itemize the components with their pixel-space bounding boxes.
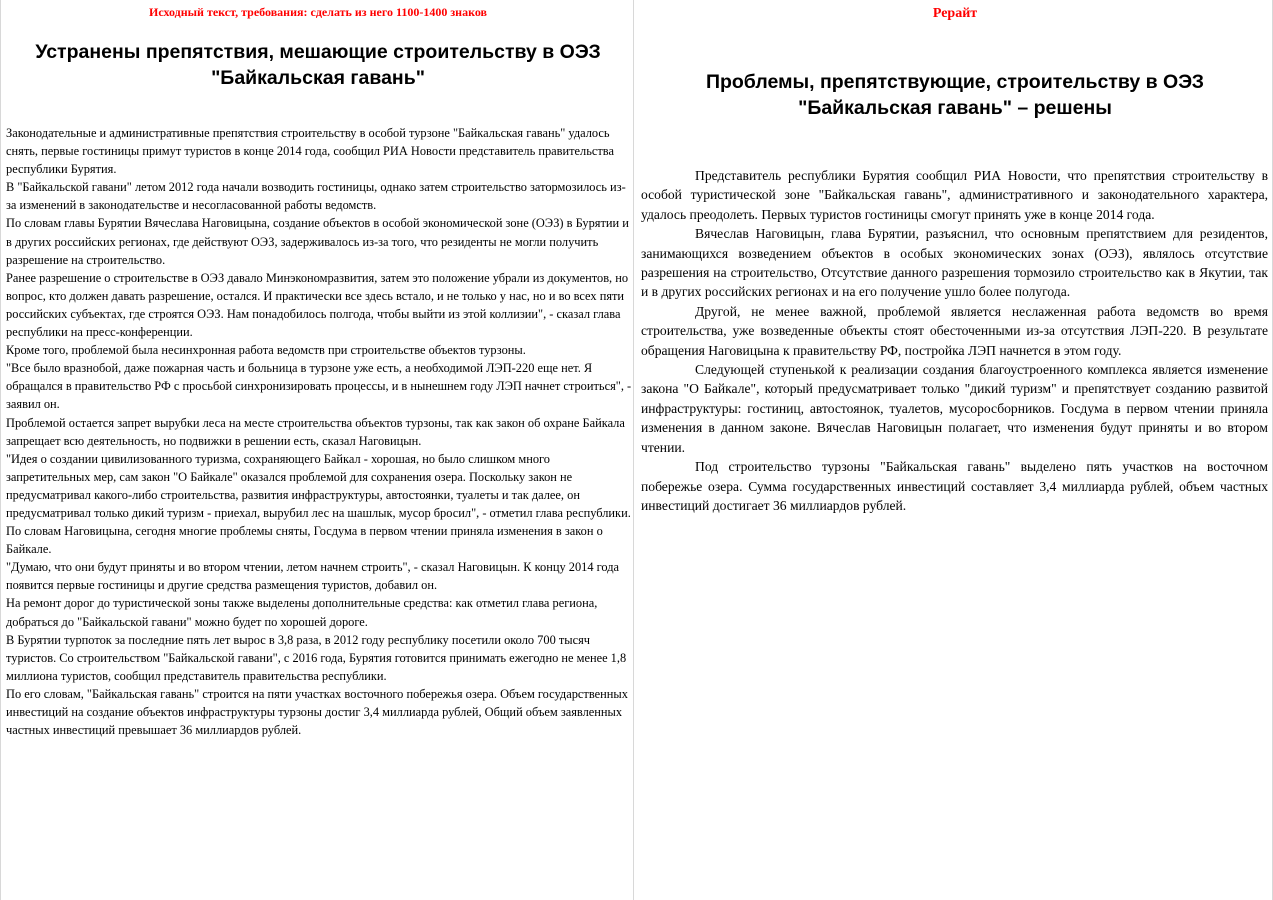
original-paragraph: В Бурятии турпоток за последние пять лет вырос в 3,8 раза, в 2012 году республику посетили около 700 тысяч туристов. Со строительством "Байкальской гавани", с 2016 года, Бурятия готовится принимать ежегодно не менее 1,8 миллиона туристов, сообщил представитель правительства республики.: [6, 632, 627, 683]
original-paragraph: В "Байкальской гавани" летом 2012 года начали возводить гостиницы, однако затем строительство затормозилось из-за изменений в законодательстве и несогласованной работы ведомств.: [6, 180, 626, 213]
original-paragraph: Кроме того, проблемой была несинхронная работа ведомств при строительстве объектов турзоны.: [6, 343, 526, 358]
original-paragraph: Ранее разрешение о строительстве в ОЭЗ давало Минэкономразвития, затем это положение убрали из документов, но вопрос, кто должен давать разрешение, остался. И практически все здесь встало, и не только у нас, но и во всех пяти российских субъектах, где строятся ОЭЗ. Нам понадобилось полгода, чтобы выйти из этой коллизии", - сказал глава республики на пресс-конференции.: [6, 270, 629, 340]
original-body: [6, 124, 632, 739]
original-paragraph: По словам Наговицына, сегодня многие проблемы сняты, Госдума в первом чтении приняла изменения в закон о Байкале.: [6, 524, 603, 557]
rewrite-body: [641, 166, 1268, 515]
rewrite-title-line-2: "Байкальская гавань" – решены: [798, 96, 1112, 119]
original-paragraph: "Идея о создании цивилизованного туризма, сохраняющего Байкал - хорошая, но было слишком много запретительных мер, сам закон "О Байкале" оказался проблемой для сохранения озера. Поскольку закон не предусматривал какого-либо строительства, развития инфраструктуры, автостоянки, туалеты и так далее, он предусматривал только дикий туризм - приехал, вырубил лес на шашлык, мусор бросил", - отметил глава республики.: [6, 451, 631, 520]
rewrite-paragraph: Под строительство турзоны "Байкальская гавань" выделено пять участков на восточном побережье озера. Сумма государственных инвестиций составляет 3,4 миллиарда рублей, объем частных инвестиций достигает 36 миллиардов рублей.: [641, 459, 1268, 513]
rewrite-paragraph: Вячеслав Наговицын, глава Бурятии, разъяснил, что основным препятствием для резидентов, занимающихся возведением объектов в особых экономических зонах (ОЭЗ), являлось отсутствие разрешения на строительство, Отсутствие данного разрешения тормозило строительство как в Якутии, так и в других российских регионах и на его получение ушло более полугода.: [641, 226, 1268, 300]
original-caption: Исходный текст, требования: сделать из него 1100-1400 знаков: [148, 5, 488, 19]
original-paragraph: "Все было вразнобой, даже пожарная часть и больница в турзоне уже есть, а необходимой ЛЭП-220 еще нет. Я обращался в правительство РФ с просьбой синхронизировать процессы, и в нынешнем году ЛЭП начнет строиться", - заявил он.: [6, 361, 632, 412]
rewrite-paragraph: Другой, не менее важной, проблемой является неслаженная работа ведомств во время строительства, уже возведенные объекты стоят обесточенными из-за отсутствия ЛЭП-220. В результате обращения Наговицына к правительству РФ, постройка ЛЭП начнется в этом году.: [641, 303, 1268, 358]
rewrite-paragraph: Следующей ступенькой к реализации создания благоустроенного комплекса является изменение закона "О Байкале", который предусматривает только "дикий туризм" и препятствует созданию развитой инфраструктуры: гостиниц, автостоянок, туалетов, мусоросборников. Госдума в первом чтении приняла изменения в данном законе. Вячеслав Наговицын полагает, что изменения будут приняты и во втором чтении.: [641, 362, 1268, 455]
original-paragraph: Законодательные и административные препятствия строительству в особой турзоне "Байкальская гавань" удалось снять, первые гостиницы примут туристов в конце 2014 года, сообщил РИА Новости представитель правительства республики Бурятия.: [6, 126, 614, 177]
rewrite-title-line-1: Проблемы, препятствующие, строительству в ОЭЗ: [705, 71, 1205, 93]
original-paragraph: Проблемой остается запрет вырубки леса на месте строительства объектов турзоны, так как закон об охране Байкала запрещает всю деятельность, но подвижки в решении есть, сказал Наговицын.: [6, 415, 625, 448]
original-paragraph: На ремонт дорог до туристической зоны также выделены дополнительные средства: как отметил глава региона, добраться до "Байкальской гавани" можно будет по хорошей дороге.: [6, 596, 598, 629]
rewrite-paragraph: Представитель республики Бурятия сообщил РИА Новости, что препятствия строительству в особой туристической зоне "Байкальская гавань", административного и законодательного характера, удалось преодолеть. Первых туристов гостиницы смогут принять уже в конце 2014 года.: [641, 168, 1268, 222]
rewrite-text-column: [637, 0, 1273, 900]
original-title: [1, 40, 634, 91]
original-title-line-2: "Байкальская гавань": [211, 66, 425, 89]
original-paragraph: "Думаю, что они будут приняты и во втором чтении, летом начнем строить", - сказал Наговицын. К концу 2014 года появится первые гостиницы и другие средства размещения туристов, добавил он.: [6, 560, 620, 593]
original-text-column: [0, 0, 634, 900]
rewrite-caption: Рерайт: [932, 6, 978, 21]
original-paragraph: По словам главы Бурятии Вячеслава Наговицына, создание объектов в особой экономической зоне (ОЭЗ) в Бурятии и в других российских регионах, где действуют ОЭЗ, задерживалось из-за того, что резиденты не могли получить разрешение на строительство.: [6, 216, 629, 267]
original-title-line-1: Устранены препятствия, мешающие строительству в ОЭЗ: [35, 41, 601, 63]
original-paragraph: По его словам, "Байкальская гавань" строится на пяти участках восточного побережья озера. Объем государственных инвестиций на создание объектов инфраструктуры турзоны достиг 3,4 миллиарда рублей, Общий объем заявленных частных инвестиций превышает 36 миллиардов рублей.: [6, 686, 628, 738]
rewrite-title: [637, 70, 1273, 121]
